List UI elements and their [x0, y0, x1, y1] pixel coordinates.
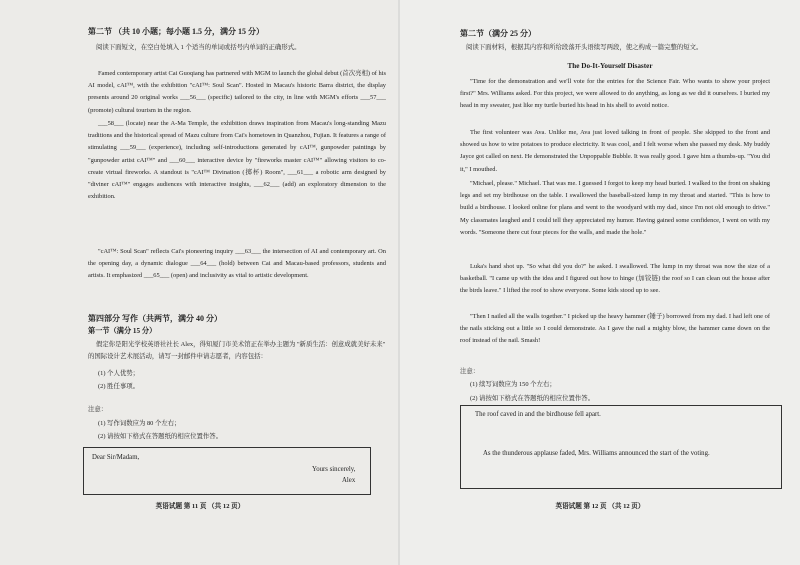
- cloze-paragraph-1: Famed contemporary artist Cai Guoqiang has partnered with MGM to launch the global debut (首次亮相) of his AI model, cAI™, with the exhibition "cAI™: Soul Scan". Hosted in Macau's historic Barra district, the display presents around 20 original works ___56___ (specific) tailored to the city, in line with MGM's efforts ___57___ (promote) cultural tourism in the region.: [88, 70, 386, 114]
- note-2: (2) 请按如下格式在答题纸的相应位置作答。: [98, 433, 223, 440]
- requirement-item-1: (1) 个人优势；: [98, 370, 140, 377]
- requirement-item-2: (2) 胜任事项。: [98, 383, 140, 390]
- right-section2-title: 第二节（满分 25 分）: [460, 29, 536, 38]
- right-note-1: (1) 续写词数应为 150 个左右；: [470, 381, 556, 388]
- note-1: (1) 写作词数应为 80 个左右；: [98, 420, 181, 427]
- right-note-2: (2) 请按如下格式在答题纸的相应位置作答。: [470, 395, 595, 402]
- right-notes-title: 注意：: [460, 368, 480, 375]
- section2-title: 第二节 （共 10 小题；每小题 1.5 分，满分 15 分）: [88, 27, 264, 36]
- writing-prompt: 假定你是阳光学校英语社社长 Alex，得知厦门市美术馆正在举办主题为 "新质生活：创意成就美好未来" 的国际设计艺术展活动，请写一封邮件申请志愿者，内容包括：: [88, 341, 386, 360]
- continuation-answer-box: [460, 405, 782, 489]
- box-opening-line-2: As the thunderous applause faded, Mrs. Williams announced the start of the voting.: [483, 450, 710, 457]
- cloze-paragraph-2: ___58___ (locate) near the A-Ma Temple, the exhibition draws inspiration from Macau's long-standing Mazu traditions and the historical spread of Mazu culture from Cai's hometown in Quanzhou, Fujian. It features a range of stimulating ___59___ (experience), including self-introductions generated by cAI™, gunpowder paintings by "gunpowder artist cAI™" and ___60___ interactive device by "fireworks master cAI™" allowing visitors to co-create virtual fireworks. A standout is "cAI™ Divination (掷杯) Room", ___61___ a robotic arm designed by "diviner cAI™" engages audiences with interactive insights, ___62___ (add) an exploratory dimension to the exhibition.: [88, 120, 386, 201]
- cloze-paragraph-3: "cAI™: Soul Scan" reflects Cai's pioneering inquiry ___63___ the intersection of AI and contemporary art. On the opening day, a dynamic dialogue ___64___ (hold) between Cai and Macau-based professors, students and artists. It emphasized ___65___ (open) and inclusivity as vital to artistic development.: [88, 248, 386, 280]
- continuation-instruction: 阅读下面材料，根据其内容和所给段落开头语续写两段，使之构成一篇完整的短文。: [466, 44, 703, 51]
- story-paragraph-1: "Time for the demonstration and we'll vote for the entries for the Science Fair. Who wants to show your project first?" Mrs. Williams asked. For this project, we were allowed to do anything, as long as we did it ourselves. I buried my head in my sweater, just like my turtle buried his head in his shell to avoid notice.: [460, 78, 770, 110]
- left-page-footer: 英语试题 第 11 页 （共 12 页）: [155, 503, 245, 510]
- notes-title: 注意：: [88, 406, 108, 413]
- signature: Alex: [342, 477, 356, 484]
- writing-section1-title: 第一节（满分 15 分）: [88, 327, 157, 335]
- story-paragraph-3: "Michael, please." Michael. That was me. I guessed I forgot to keep my head buried. I walked to the front on shaking legs and set my birdhouse on the table. I swallowed the baseball-sized lump in my throat and started. "This is how to build a birdhouse. I looked online for plans and went to the woodyard with my dad, since I'm not old enough to drive." My classmates laughed and I could tell they appreciated my humor. Having gained some confidence, I went on with my words. "Someone there cut four pieces for the walls, and made the hole.": [460, 180, 770, 236]
- closing: Yours sincerely,: [312, 466, 356, 473]
- right-exam-page: [400, 0, 800, 565]
- section2-instruction: 阅读下面短文，在空白处填入 1 个适当的单词或括号内单词的正确形式。: [96, 44, 301, 51]
- story-title: The Do-It-Yourself Disaster: [567, 62, 653, 70]
- letter-answer-box: [83, 447, 371, 495]
- story-paragraph-2: The first volunteer was Ava. Unlike me, Ava just loved talking in front of people. She skipped to the front and showed us how to wire potatoes to produce electricity. It was cool, and I felt worse when she passed my desk. My buddy Jayce got called on next. He demonstrated the Unpoppable Bubble. It was really good. I gave him a thumbs-up. "You did it," I mouthed.: [460, 129, 770, 173]
- story-paragraph-4: Luka's hand shot up. "So what did you do?" he asked. I swallowed. The lump in my throat was now the size of a basketball. "I came up with the idea and I figured out how to hinge (加铰链) the roof so I can clean out the house after the birds leave." I lifted the roof to show everyone. Some kids stood up to see.: [460, 263, 770, 295]
- story-paragraph-5: "Then I nailed all the walls together." I picked up the heavy hammer (锤子) borrowed from my dad. I had left one of the nails sticking out a little so I could demonstrate. As I gave the nail a mighty blow, the hammer came down on the roof instead of the nail. Smash!: [460, 313, 770, 345]
- part4-title: 第四部分 写作（共两节，满分 40 分）: [88, 314, 222, 323]
- box-opening-line-1: The roof caved in and the birdhouse fell apart.: [475, 411, 601, 418]
- salutation: Dear Sir/Madam,: [92, 454, 140, 461]
- right-page-footer: 英语试题 第 12 页 （共 12 页）: [555, 503, 645, 510]
